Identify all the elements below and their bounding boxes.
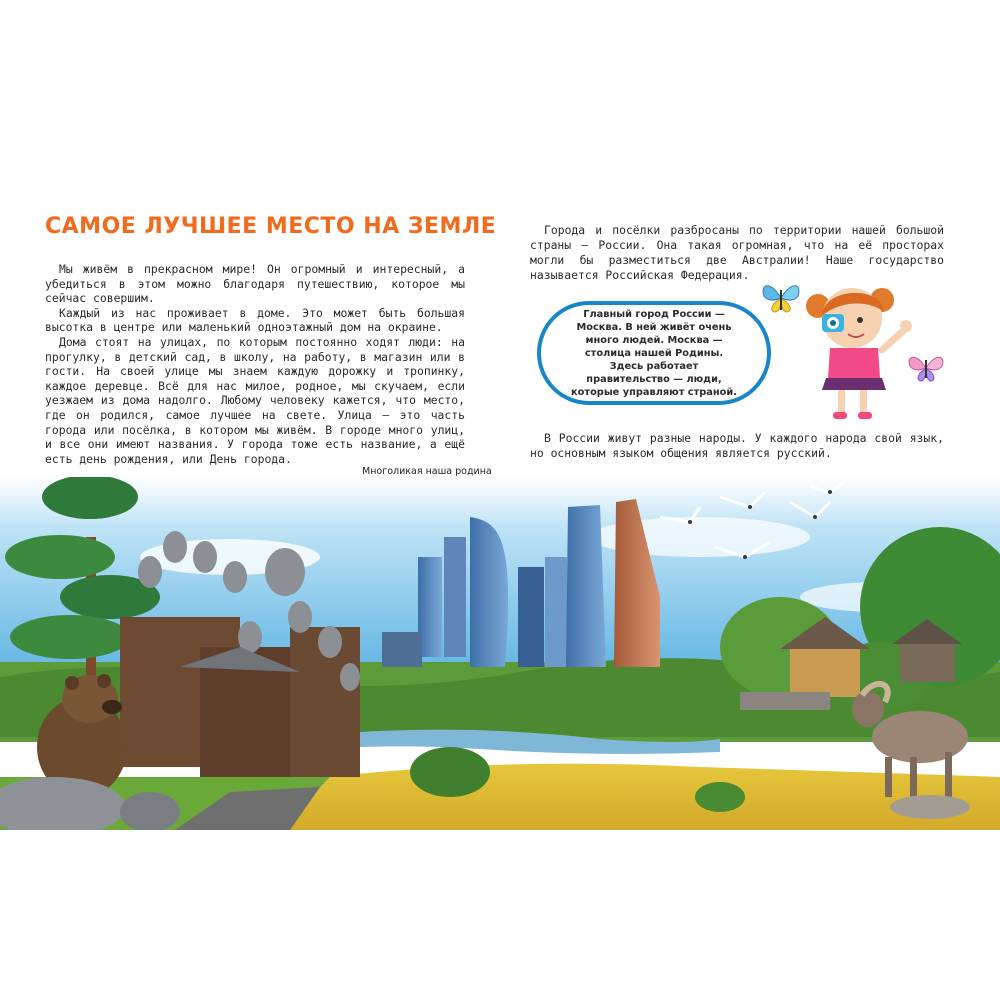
paragraph: Мы живём в прекрасном мире! Он огромный и интересный, а убедиться в этом можно благодаря путешествию, которое мы сейчас совершим. bbox=[45, 262, 465, 306]
callout-text: Главный город России — Москва. В ней живёт очень много людей. Москва — столица нашей Родины. Здесь работает правительство — люди, которые управляют страной. bbox=[571, 308, 737, 398]
paragraph: Дома стоят на улицах, по которым постоянно ходят люди: на прогулку, в детский сад, в школу, на работу, в магазин или в гости. На своей улице мы знаем каждую дорожку и тропинку, каждое деревце. Всё для нас милое, родное, мы скучаем, если уезжаем из дома надолго. Любому человеку кажется, что место, где он родился, самое лучшее на свете. Улица — это часть города или посёлка, в котором мы живём. В городе много улиц, и все они имеют названия. У города тоже есть название, а ещё есть день рождения, или День города. bbox=[45, 334, 465, 466]
left-column-text bbox=[45, 262, 465, 466]
paragraph: Каждый из нас проживает в доме. Это может быть большая высотка в центре или маленький одноэтажный дом на окраине. bbox=[45, 305, 465, 335]
right-column-text-bottom bbox=[530, 431, 944, 461]
butterfly-illustration bbox=[760, 278, 802, 318]
right-column-text-top bbox=[530, 223, 944, 283]
paragraph: В России живут разные народы. У каждого народа свой язык, но основным языком общения является русский. bbox=[530, 431, 944, 460]
image-caption: Многоликая наша родина bbox=[362, 466, 492, 477]
paragraph: Города и посёлки разбросаны по территории нашей большой страны — России. Она такая огромная, что на её просторах могли бы разместиться две Австралии! Наше государство называется Российская Федерация. bbox=[530, 223, 944, 282]
russia-landscape-illustration bbox=[0, 477, 1000, 830]
girl-with-camera-illustration bbox=[800, 278, 920, 428]
callout-bubble bbox=[537, 301, 771, 405]
page-title: САМОЕ ЛУЧШЕЕ МЕСТО НА ЗЕМЛЕ bbox=[45, 214, 497, 239]
